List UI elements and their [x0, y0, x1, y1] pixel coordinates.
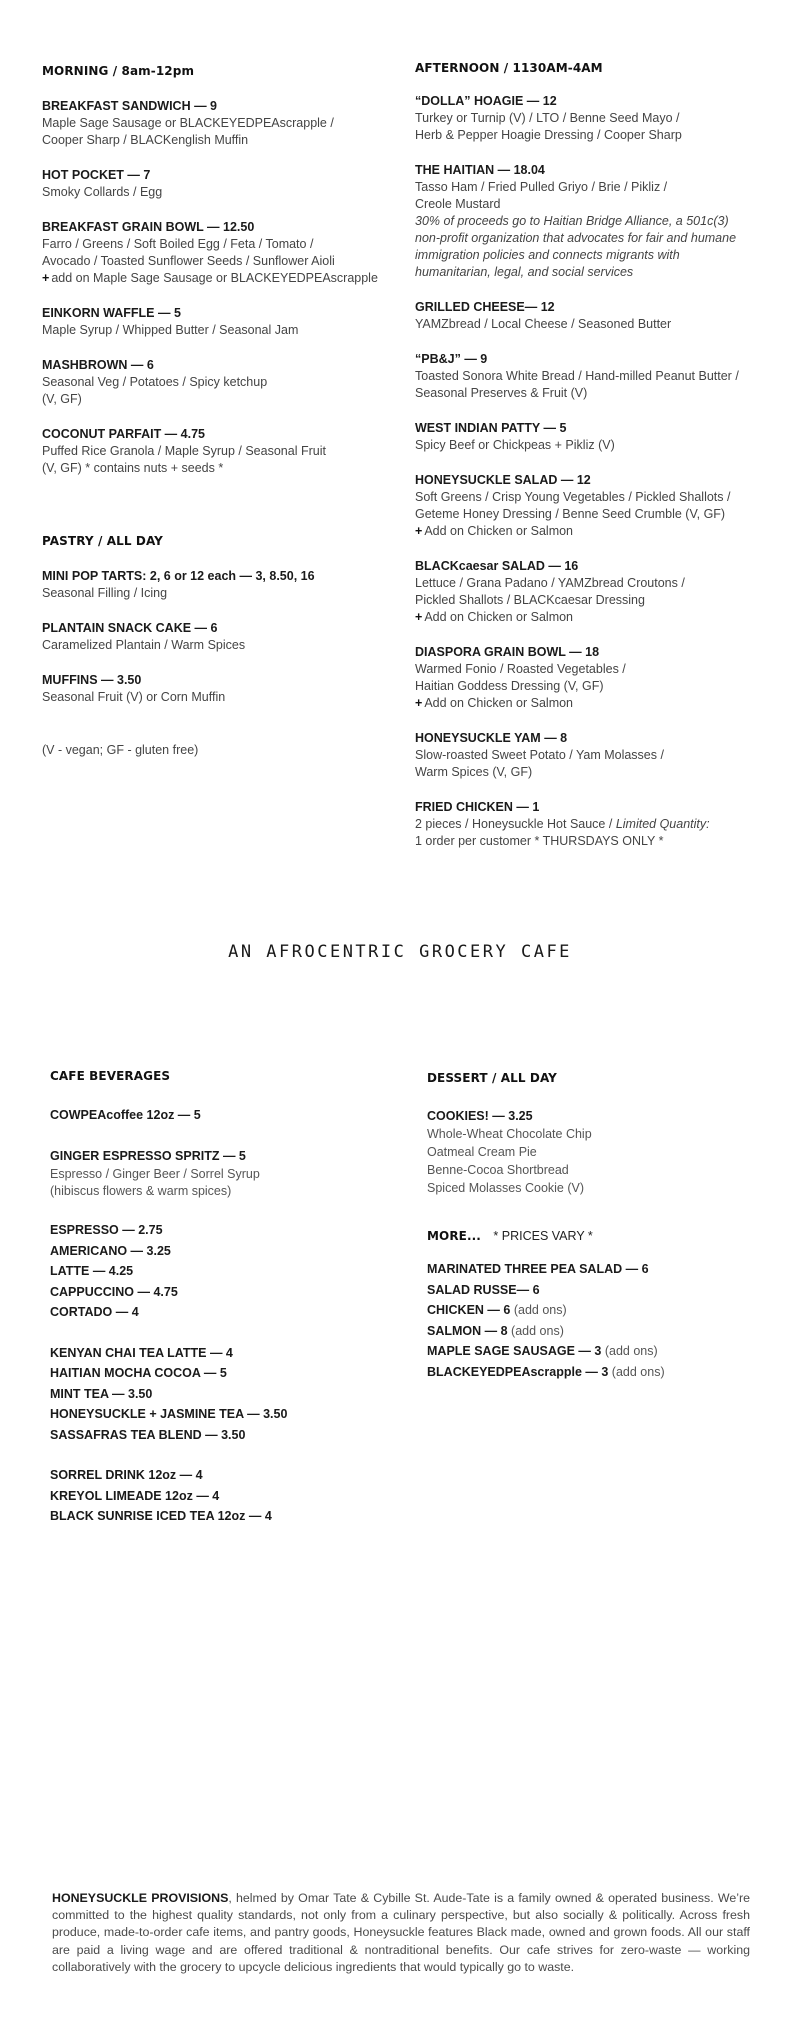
menu-item	[415, 558, 795, 626]
beverage-item: CAPPUCCINO — 4.75	[50, 1284, 178, 1299]
charity-note: immigration policies and connects migrants with	[415, 248, 680, 262]
coffee-group	[50, 1105, 400, 1126]
menu-item	[415, 644, 795, 712]
menu-item	[415, 472, 795, 540]
menu-item	[415, 730, 795, 781]
more-item: MAPLE SAGE SAUSAGE — 3 (add ons)	[427, 1344, 658, 1358]
item-name: HONEYSUCKLE SALAD — 12	[415, 473, 591, 487]
item-desc: Maple Syrup / Whipped Butter / Seasonal Jam	[42, 323, 299, 337]
addon-text: add on Maple Sage Sausage or BLACKEYEDPEAscrapple	[51, 271, 378, 285]
item-name: PLANTAIN SNACK CAKE — 6	[42, 621, 218, 635]
beverage-item: MINT TEA — 3.50	[50, 1386, 153, 1401]
item-desc: Smoky Collards / Egg	[42, 185, 163, 199]
menu-item	[42, 620, 402, 654]
beverage-desc: Espresso / Ginger Beer / Sorrel Syrup	[50, 1167, 260, 1181]
beverages-section	[50, 1069, 400, 1527]
item-desc: Spicy Beef or Chickpeas + Pikliz (V)	[415, 438, 615, 452]
afternoon-section	[415, 61, 795, 850]
menu-item	[42, 219, 402, 287]
item-name: GRILLED CHEESE— 12	[415, 300, 555, 314]
item-desc: Seasonal Preserves & Fruit (V)	[415, 386, 588, 400]
limited-quantity-note: Limited Quantity:	[615, 817, 710, 831]
addon-text: Add on Chicken or Salmon	[424, 610, 574, 624]
item-desc: 1 order per customer * THURSDAYS ONLY *	[415, 834, 664, 848]
charity-note: non-profit organization that advocates for fair and humane	[415, 231, 737, 245]
item-name: BREAKFAST GRAIN BOWL — 12.50	[42, 220, 255, 234]
item-desc: Turkey or Turnip (V) / LTO / Benne Seed Mayo /	[415, 111, 680, 125]
item-desc: Avocado / Toasted Sunflower Seeds / Sunflower Aioli	[42, 254, 335, 268]
item-desc: Tasso Ham / Fried Pulled Griyo / Brie / Pikliz /	[415, 180, 668, 194]
beverage-item: HAITIAN MOCHA COCOA — 5	[50, 1366, 227, 1380]
item-desc: Creole Mustard	[415, 197, 501, 211]
item-name: MUFFINS — 3.50	[42, 673, 142, 687]
cookie-flavor: Oatmeal Cream Pie	[427, 1145, 537, 1159]
item-name: “DOLLA” HOAGIE — 12	[415, 94, 557, 108]
item-name: MINI POP TARTS: 2, 6 or 12 each — 3, 8.50, 16	[42, 569, 315, 583]
item-name: BREAKFAST SANDWICH — 9	[42, 99, 218, 113]
menu-item	[415, 799, 795, 850]
desc-part: 2 pieces / Honeysuckle Hot Sauce /	[415, 817, 616, 831]
menu-item	[415, 93, 795, 144]
cookie-flavor: Spiced Molasses Cookie (V)	[427, 1181, 585, 1195]
item-name: DIASPORA GRAIN BOWL — 18	[415, 645, 600, 659]
item-addon	[415, 609, 795, 626]
menu-item	[415, 351, 795, 402]
tagline: AN AFROCENTRIC GROCERY CAFE	[228, 942, 572, 962]
beverage-item: CORTADO — 4	[50, 1305, 139, 1319]
addon-text: Add on Chicken or Salmon	[424, 696, 574, 710]
menu-item	[42, 98, 402, 149]
plus-icon: +	[415, 696, 423, 710]
item-name: COCONUT PARFAIT — 4.75	[42, 427, 205, 441]
item-desc: Seasonal Veg / Potatoes / Spicy ketchup	[42, 375, 268, 389]
beverage-item: SASSAFRAS TEA BLEND — 3.50	[50, 1427, 246, 1442]
menu-item	[42, 568, 402, 602]
item-desc: Slow-roasted Sweet Potato / Yam Molasses /	[415, 748, 664, 762]
espresso-group	[50, 1220, 400, 1323]
menu-item	[415, 162, 795, 281]
more-item: SALAD RUSSE— 6	[427, 1282, 540, 1297]
item-desc: Toasted Sonora White Bread / Hand-milled Peanut Butter /	[415, 369, 739, 383]
dessert-section	[427, 1071, 777, 1382]
item-desc: Herb & Pepper Hoagie Dressing / Cooper Sharp	[415, 128, 682, 142]
item-addon	[415, 695, 795, 712]
cold-drinks-group	[50, 1465, 400, 1527]
cookie-flavor: Benne-Cocoa Shortbread	[427, 1163, 569, 1177]
tea-group	[50, 1343, 400, 1446]
charity-note: 30% of proceeds go to Haitian Bridge Alliance, a 501c(3)	[415, 214, 729, 228]
item-name: EINKORN WAFFLE — 5	[42, 306, 181, 320]
item-desc: Cooper Sharp / BLACKenglish Muffin	[42, 133, 249, 147]
plus-icon: +	[415, 610, 423, 624]
item-addon	[415, 523, 795, 540]
item-desc: Pickled Shallots / BLACKcaesar Dressing	[415, 593, 645, 607]
item-desc: Seasonal Fruit (V) or Corn Muffin	[42, 690, 226, 704]
more-item: SALMON — 8 (add ons)	[427, 1323, 564, 1338]
item-desc: (V, GF)	[42, 392, 82, 406]
menu-item	[415, 299, 795, 333]
diet-legend: (V - vegan; GF - gluten free)	[42, 743, 199, 757]
about-paragraph	[52, 1890, 750, 1976]
menu-item	[42, 357, 402, 408]
beverage-item: KREYOL LIMEADE 12oz — 4	[50, 1488, 220, 1503]
pastry-section	[42, 534, 402, 706]
menu-item	[42, 167, 402, 201]
item-name: “PB&J” — 9	[415, 352, 488, 366]
plus-icon: +	[42, 271, 50, 285]
item-desc: Warmed Fonio / Roasted Vegetables /	[415, 662, 626, 676]
addon-text: Add on Chicken or Salmon	[424, 524, 574, 538]
charity-note: humanitarian, legal, and social services	[415, 265, 634, 279]
item-name: MASHBROWN — 6	[42, 358, 154, 372]
cookies-item: COOKIES! — 3.25	[427, 1109, 533, 1123]
item-desc: Geteme Honey Dressing / Benne Seed Crumble (V, GF)	[415, 507, 726, 521]
more-item: MARINATED THREE PEA SALAD — 6	[427, 1262, 649, 1276]
menu-item	[415, 420, 795, 454]
cookies-group	[427, 1107, 777, 1197]
item-name: WEST INDIAN PATTY — 5	[415, 421, 567, 435]
item-desc: Caramelized Plantain / Warm Spices	[42, 638, 246, 652]
morning-section	[42, 64, 402, 477]
beverage-item: SORREL DRINK 12oz — 4	[50, 1468, 203, 1482]
beverage-item: HONEYSUCKLE + JASMINE TEA — 3.50	[50, 1407, 288, 1421]
cookie-flavor: Whole-Wheat Chocolate Chip	[427, 1127, 592, 1141]
more-items	[427, 1259, 777, 1382]
menu-item	[42, 426, 402, 477]
morning-title: MORNING / 8am-12pm	[42, 64, 195, 78]
beverage-desc: (hibiscus flowers & warm spices)	[50, 1184, 232, 1198]
more-item: CHICKEN — 6 (add ons)	[427, 1303, 567, 1317]
brand-name: HONEYSUCKLE PROVISIONS	[52, 1891, 229, 1905]
about-text: , helmed by Omar Tate & Cybille St. Aude-Tate is a family owned & operated business. We’re committed to the highest quality standards, not only from a culinary perspective, but also socially & politically. Across fresh produce, made-to-order cafe items, and pantry goods, Honeysuckle features Black made, owned and grown foods. All our staff are paid a living wage and are offered traditional & nontraditional benefits. Our cafe strives for zero-waste — working collaboratively with the grocery to upcycle delicious ingredients that would typically go to waste.	[52, 1891, 750, 1974]
afternoon-title: AFTERNOON / 1130AM-4AM	[415, 61, 603, 75]
more-item: BLACKEYEDPEAscrapple — 3 (add ons)	[427, 1364, 665, 1379]
item-desc: Lettuce / Grana Padano / YAMZbread Croutons /	[415, 576, 685, 590]
dessert-title: DESSERT / ALL DAY	[427, 1071, 557, 1085]
item-desc: Haitian Goddess Dressing (V, GF)	[415, 679, 604, 693]
item-name: HOT POCKET — 7	[42, 168, 151, 182]
beverages-title: CAFE BEVERAGES	[50, 1069, 171, 1083]
more-header	[427, 1227, 777, 1245]
item-desc	[415, 816, 795, 833]
item-desc: Farro / Greens / Soft Boiled Egg / Feta / Tomato /	[42, 237, 314, 251]
menu-item	[42, 672, 402, 706]
item-desc: Maple Sage Sausage or BLACKEYEDPEAscrapple /	[42, 116, 334, 130]
item-name: THE HAITIAN — 18.04	[415, 163, 545, 177]
item-desc: Seasonal Filling / Icing	[42, 586, 168, 600]
item-desc: YAMZbread / Local Cheese / Seasoned Butter	[415, 317, 672, 331]
beverage-item: BLACK SUNRISE ICED TEA 12oz — 4	[50, 1509, 272, 1523]
item-addon	[42, 270, 402, 287]
beverage-item: COWPEAcoffee 12oz — 5	[50, 1108, 201, 1122]
beverage-item: LATTE — 4.25	[50, 1264, 134, 1278]
menu-item	[42, 305, 402, 339]
prices-vary-note: * PRICES VARY *	[493, 1229, 593, 1243]
more-title: MORE...	[427, 1229, 481, 1243]
item-name: BLACKcaesar SALAD — 16	[415, 559, 579, 573]
beverage-item: ESPRESSO — 2.75	[50, 1223, 163, 1237]
beverage-item: GINGER ESPRESSO SPRITZ — 5	[50, 1148, 246, 1163]
item-desc: Puffed Rice Granola / Maple Syrup / Seasonal Fruit	[42, 444, 326, 458]
plus-icon: +	[415, 524, 423, 538]
item-name: HONEYSUCKLE YAM — 8	[415, 731, 568, 745]
beverage-item: KENYAN CHAI TEA LATTE — 4	[50, 1345, 233, 1360]
pastry-title: PASTRY / ALL DAY	[42, 534, 163, 548]
spritz-group	[50, 1146, 400, 1201]
item-desc: Warm Spices (V, GF)	[415, 765, 533, 779]
item-desc: (V, GF) * contains nuts + seeds *	[42, 461, 224, 475]
beverage-item: AMERICANO — 3.25	[50, 1243, 171, 1258]
item-name: FRIED CHICKEN — 1	[415, 800, 540, 814]
item-desc: Soft Greens / Crisp Young Vegetables / Pickled Shallots /	[415, 490, 731, 504]
